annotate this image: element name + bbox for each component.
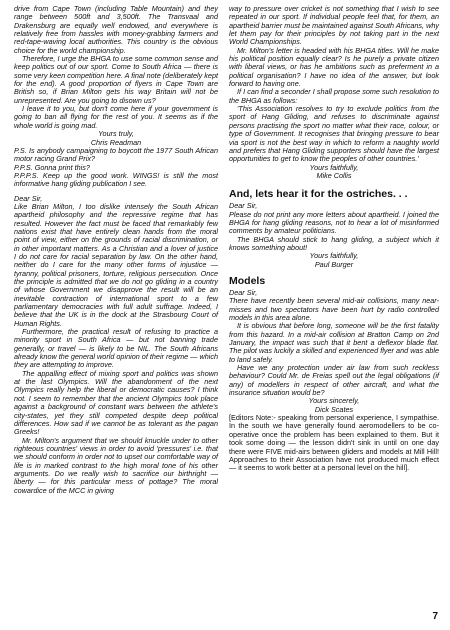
right-column <box>229 5 439 473</box>
letter-paragraph: Like Brian Milton, I too dislike intensely the South African apartheid philosophy and the repressive regime that has resulted. However the fact must be faced that remarkably few nations exist that have entirely clean hands from the moral point of view, either on the grounds of racial discrimination, or in other important matters. As a Christian and a lover of justice I do not care for racial separation by law. On the other hand, neither do I care for the many other forms of injustice — tyranny, political prisoners, torture, religious persecution. Once the principle is admitted that we do not go gliding in a country of whose Government we disapprove the result will be an inevitable contraction of international sport to a few parliamentary democracies with full adult suffrage. Indeed, I believe that the UK is in the dock at the Strasbourg Court of Human Rights. <box>14 201 218 328</box>
postscript: P.S. Is anybody campaigning to boycott the 1977 South African motor racing Grand Prix? <box>14 145 218 164</box>
letter-author: Chris Readman <box>90 137 142 147</box>
letter-paragraph: way to pressure over cricket is not something that I wish to see repeated in our sport. If individual people feel that, for them, an apartheid barrier must be maintained against South Africans, why let them pay for their principles by not taking part in the next World Championships. <box>229 4 439 47</box>
letter-paragraph: Therefore, I urge the BHGA to use some common sense and keep politics out of our sport. Come to South Africa — there is some very keen competition here. A final note (deliberately kept for the end). A good proportion of flyers in Cape Town are British so, if Brian Milton gets his way Britain will not be unrepresented. Are you going to disown us? <box>14 54 218 105</box>
letter-paragraph: drive from Cape Town (including Table Mountain) and they range between 500ft and 3,500ft. The Transvaal and Drakensburg are equally well endowed, and everywhere is relatively free from hassles with money-grabbing farmers and red-tape-waving local authorities. This country is the obvious choice for the world championship. <box>14 4 218 55</box>
postscript: P.P.S. Gonna print this? <box>14 162 90 172</box>
letter-signoff: Yours sincerely, <box>308 396 360 406</box>
letter-paragraph: The appalling effect of mixing sport and politics was shown at the last Olympics. Will the abandonment of the next Olympics really help the liberal or democratic causes? I think not. I seem to remember that the ancient Olympics took place against a background of constant wars between the athlete's city-states, yet they still competed despite deep political differences. How sad if we cannot be as tolerant as the pagan Greeks! <box>14 368 218 437</box>
section-heading-models: Models <box>229 274 266 287</box>
proposed-resolution: 'This Association resolves to try to exclude politics from the sport of Hang Gliding, and refuses to discriminate against persons practising the sport no matter what their race, colour, or type of Government. It recognises that bringing pressure to bear via sport is not the best way in which to reform a naughty world and prefers that Hang Gliding supporters should have the largest opportunities to get to know the peoples of other countries.' <box>229 104 439 164</box>
letter-paragraph: I leave it to you, but don't come here if your government is going to ban all flying for the rest of you. It seems as if the whole world is going mad. <box>14 104 218 130</box>
letter-signoff: Yours faithfully, <box>309 162 359 172</box>
letter-salutation: Dear Sir, <box>14 193 43 203</box>
letter-paragraph: Mr. Milton's letter is headed with his BHGA titles. Will he make his political position equally clear? Is he purely a private citizen with liberal views, or has he ambitions such as preferment in a political organisation? I have no idea of the answer, but look forward to having one. <box>229 45 439 89</box>
letter-paragraph: There have recently been several mid-air collisions, many near-misses and two spectators have been hurt by radio controlled models in this area alone. <box>229 296 439 322</box>
letter-signoff: Yours faithfully, <box>309 251 359 261</box>
letter-author: Paul Burger <box>314 259 354 269</box>
letter-signoff: Yours truly, <box>98 129 134 139</box>
letter-paragraph: Have we any protection under air law from such reckless behaviour? Could Mr. de Freias spell out the legal obligations (if any) of modellers in respect of other aircraft, and what the insurance situation would be? <box>229 363 439 398</box>
letter-author: Dick Scates <box>314 404 354 414</box>
letter-salutation: Dear Sir, <box>229 201 258 211</box>
section-heading-ostriches: And, lets hear it for the ostriches. . . <box>229 188 408 201</box>
letter-salutation: Dear Sir, <box>229 287 258 297</box>
letter-paragraph: Furthermore, the practical result of refusing to practice a minority sport in South Africa — but not banning trade generally, or travel — is likely to be NIL. The South Africans already know the general world opinion of their regime — which they are attempting to improve. <box>14 327 218 370</box>
letter-paragraph: The BHGA should stick to hang gliding, a subject which it knows something about! <box>229 234 439 252</box>
letter-paragraph: Mr. Milton's argument that we should knuckle under to other righteous countries' views in order to avoid 'pressures' i.e. that we should conform in order not to upset our comfortable way of life is in marked contrast to the high moral tone of his other arguments. Do we really wish to sacrifice our birthright — liberty — for this particular mess of pottage? The moral cowardice of the MCC in giving <box>14 435 218 495</box>
postscript: P.P.P.S. Keep up the good work. WINGS! is still the most informative hang gliding publication I see. <box>14 170 218 189</box>
page-number: 7 <box>432 611 438 622</box>
letter-paragraph: If I can find a seconder I shall propose some such resolution to the BHGA as follows: <box>229 87 439 105</box>
left-column <box>14 5 218 495</box>
letter-author: Mike Collis <box>316 170 352 180</box>
letter-paragraph: It is obvious that before long, someone will be the first fatality from this hazard. In a mid-air collision at Bratton Camp on 2nd January, the impact was such that it bent a deflexor blade flat. The pilot was luckily a skilled and experienced flyer and was able to land safely. <box>229 321 439 364</box>
letter-paragraph: Please do not print any more letters about apartheid. I joined the BHGA for hang gliding reasons, not to hear a lot of misinformed comments by amateur politicians. <box>229 209 439 236</box>
editors-note: [Editors Note:- speaking from personal experience, I sympathise. In the south we have generally found aeromodellers to be co-operative once the problem has been explained to them. But it took some doing — the lesson didn't sink in until on one day there were FIVE mid-airs between gliders and models at Mill Hill! Approaches to their Association have not produced much effect — it seems to work better at a personal level on the hill]. <box>229 413 439 473</box>
